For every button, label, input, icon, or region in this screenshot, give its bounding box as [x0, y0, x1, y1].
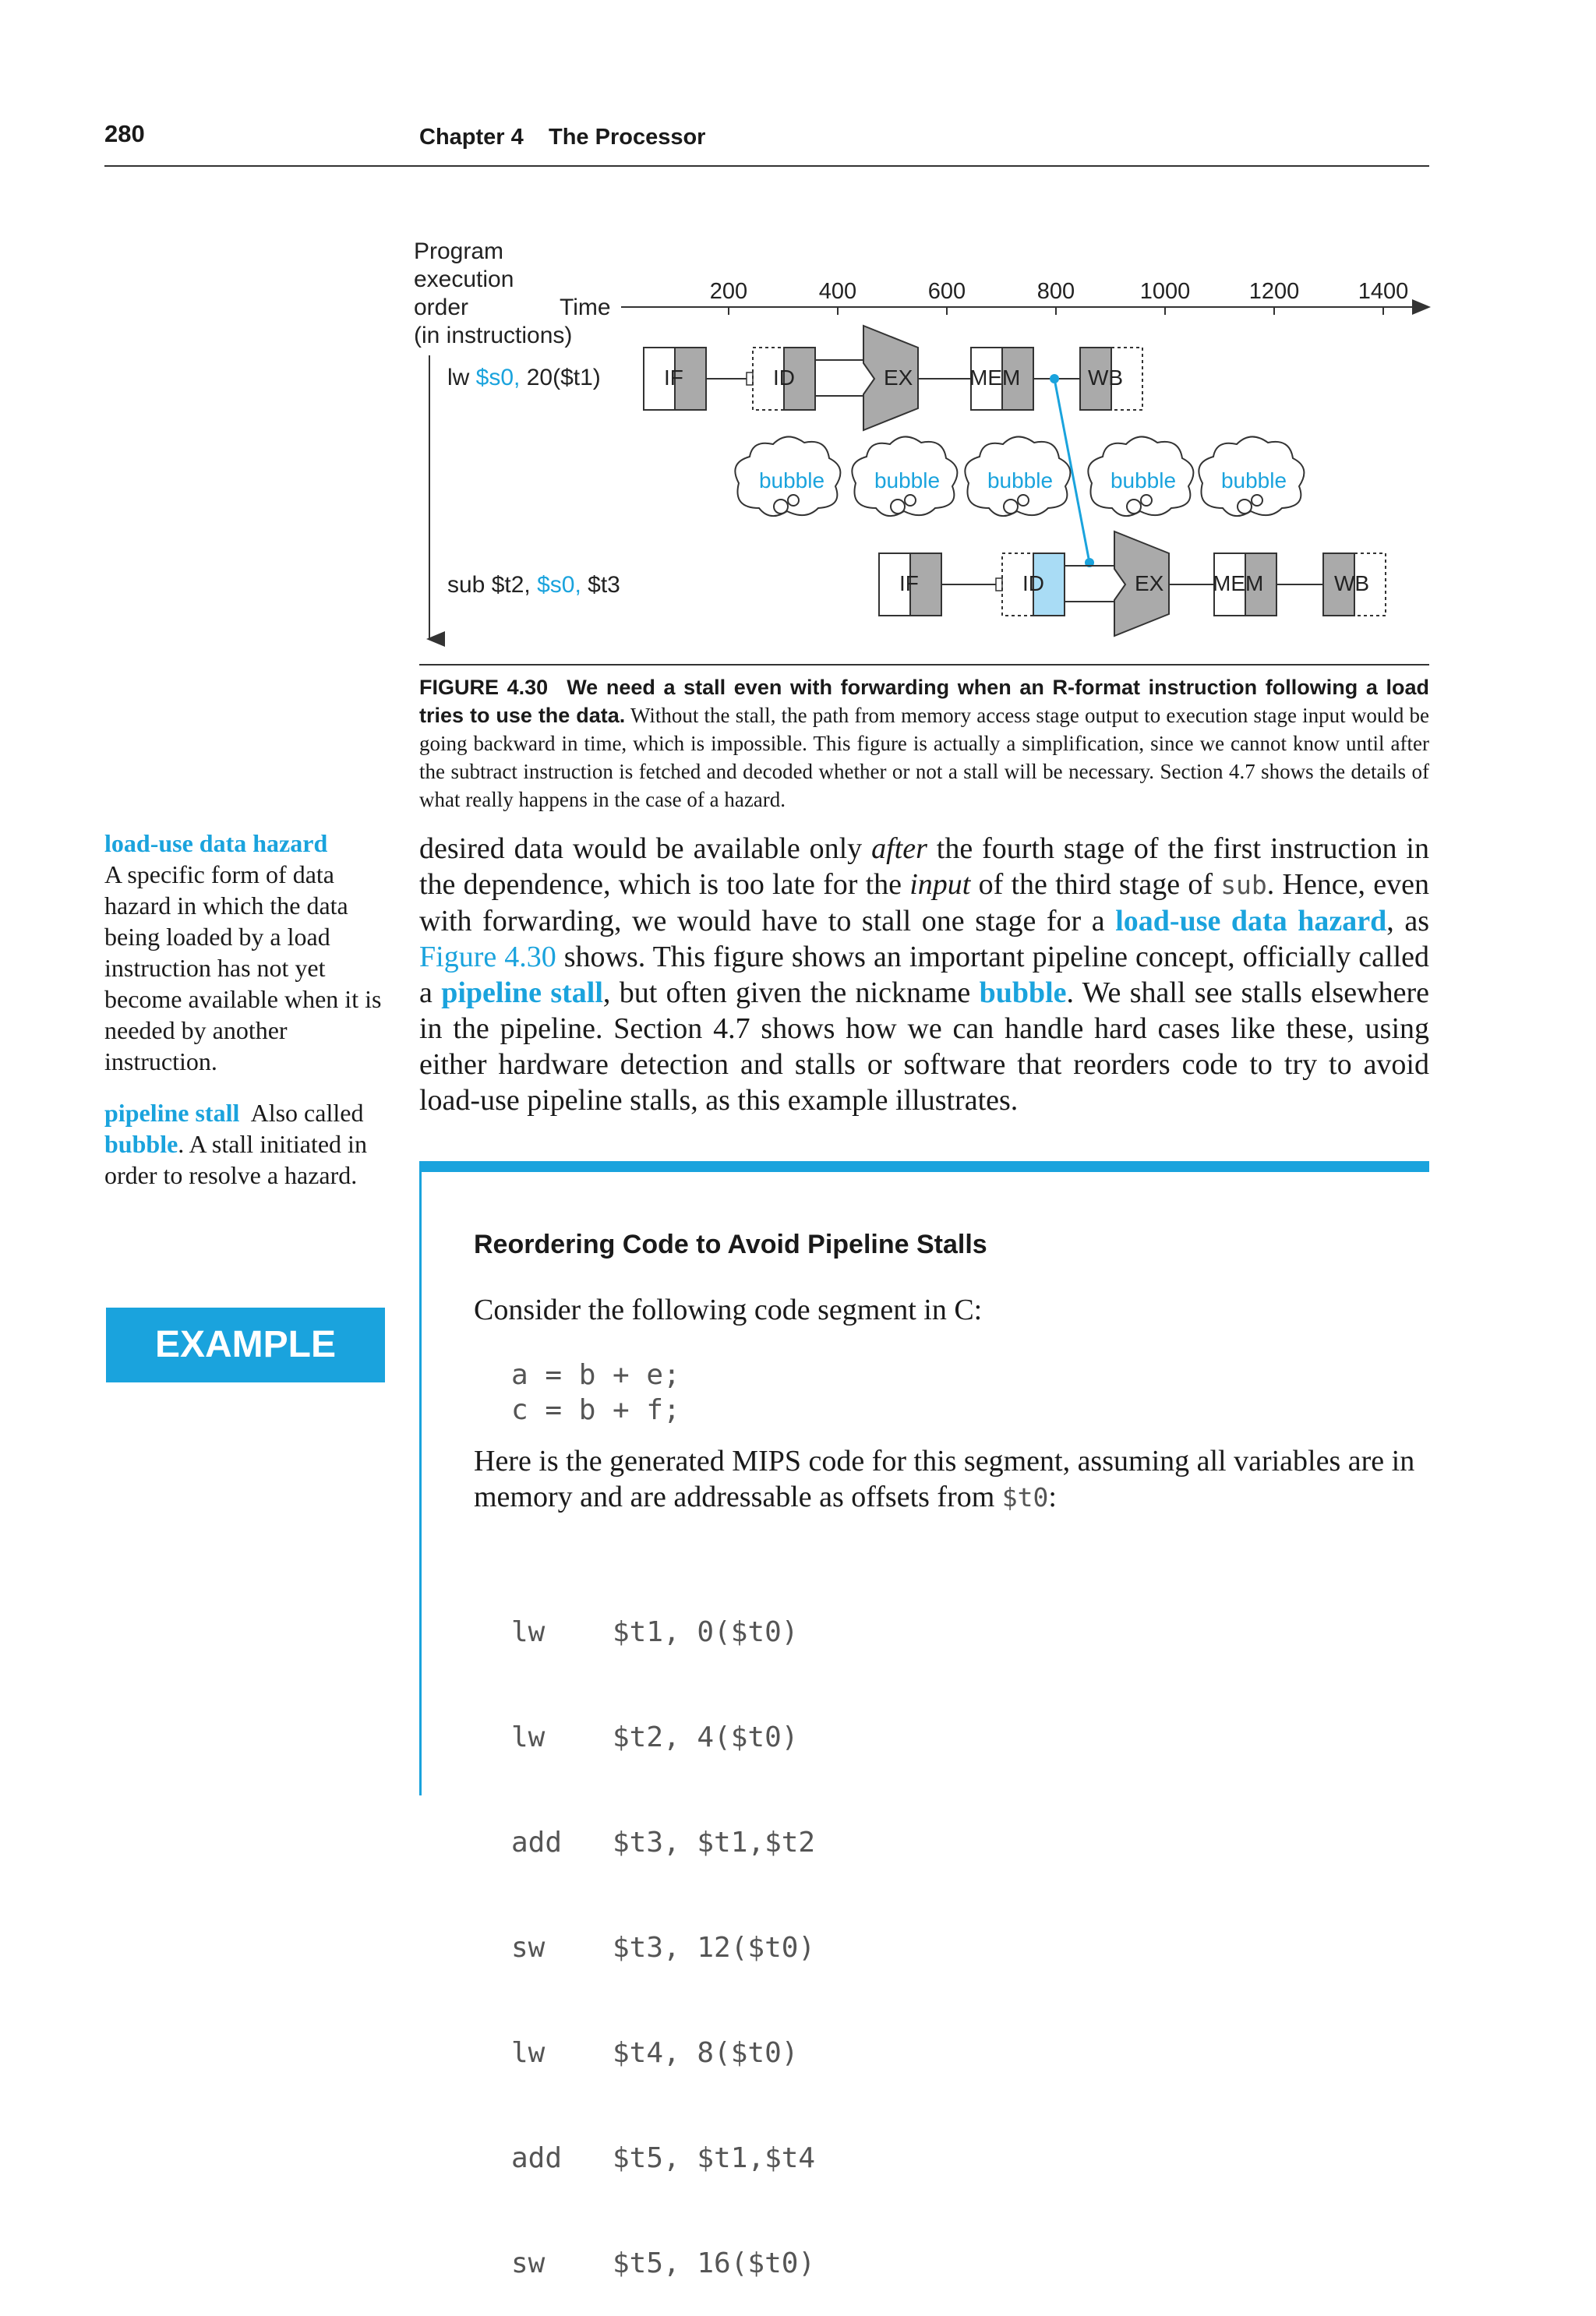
mips-line-6: add $t5, $t1,$t4 [511, 2142, 816, 2174]
body-paragraph: desired data would be available only after the fourth stage of the first instruction in the dependence, which is too late for the input of the third stage of sub. Hence, even with forwarding, we would have to stall one stage for a load-use data hazard, as Figure 4.30 shows. This figure shows an important pipeline concept, officially called a pipeline stall, but often given the nickname bubble. We shall see stalls elsewhere in the pipeline. Section 4.7 shows how we can handle hard cases like these, using either hardware detection and stalls or software that reorders code to try to avoid load-use pipeline stalls, as this example illustrates. [419, 832, 1430, 1117]
chapter-title: Chapter 4 The Processor [419, 125, 706, 150]
y-label-line-2: execution [414, 267, 514, 292]
glossary-also-called: Also called [239, 1099, 370, 1127]
figure-caption [419, 673, 1429, 814]
glossary-term-bubble: bubble [104, 1130, 178, 1158]
tick-600: 600 [927, 279, 966, 304]
example-left-rule [419, 1172, 422, 1795]
stage-id-1: ID [773, 365, 795, 390]
bubble-1-label: bubble [758, 468, 825, 493]
bubble-3-label: bubble [987, 468, 1054, 493]
term-bubble: bubble [979, 976, 1067, 1009]
figure-label: FIGURE 4.30 [419, 676, 549, 699]
bubble-4 [1088, 436, 1193, 516]
bubble-5-label: bubble [1220, 468, 1287, 493]
y-label-line-3: order [414, 295, 469, 320]
bubbles [735, 436, 1304, 516]
mips-code-block [511, 1545, 815, 2316]
glossary-def-load-use: A specific form of data hazard in which the data being loaded by a load instruction has not yet become available when it is needed by another instruction. [104, 860, 382, 1075]
bubble-2-label: bubble [874, 468, 941, 493]
pipeline-figure [0, 0, 1596, 655]
mips-line-1: lw $t1, 0($t0) [511, 1616, 799, 1648]
bubble-3 [965, 436, 1070, 516]
tick-200: 200 [709, 279, 748, 304]
example-intro: Consider the following code segment in C: [474, 1294, 983, 1326]
bubble-4-label: bubble [1110, 468, 1177, 493]
page-number: 280 [104, 120, 145, 147]
stage-mem-1: MEM [969, 365, 1021, 390]
example-badge: EXAMPLE [106, 1308, 385, 1382]
example-top-bar [419, 1161, 1429, 1172]
figure-title: We need a stall even with forwarding when an R-format instruction following a load tries to use the data. [419, 676, 1429, 727]
stage-wb-1: WB [1088, 365, 1124, 390]
bubble-1 [735, 436, 840, 516]
time-label: Time [560, 295, 611, 320]
glossary-pipeline-stall [104, 1097, 393, 1191]
glossary-load-use [104, 828, 393, 1077]
figure-caption-text: Without the stall, the path from memory access stage output to execution stage input would be going backward in time, which is impossible. This figure is actually a simplification, since we cannot know until after the subtract instruction is fetched and decoded whether or not a stall will be necessary. Section 4.7 shows the details of what really happens in the case of a hazard. [419, 704, 1429, 811]
bubble-2 [852, 436, 957, 516]
stage-ex-2: EX [1135, 571, 1164, 595]
c-code-line-1: a = b + e; [511, 1359, 680, 1391]
stage-mem-2: MEM [1213, 571, 1264, 595]
stage-if-2: IF [899, 571, 919, 595]
y-label-line-4: (in instructions) [414, 323, 573, 348]
c-code-line-2: c = b + f; [511, 1394, 680, 1426]
mips-line-2: lw $t2, 4($t0) [511, 1721, 799, 1753]
tick-1200: 1200 [1248, 279, 1300, 304]
tick-1000: 1000 [1139, 279, 1191, 304]
instr2-label: sub $t2, $s0, $t3 [447, 572, 620, 598]
mips-line-3: add $t3, $t1,$t2 [511, 1827, 816, 1859]
glossary-term-pipeline-stall: pipeline stall [104, 1099, 240, 1127]
inline-code-t0: $t0 [1001, 1482, 1049, 1513]
stage-id-2: ID [1022, 571, 1044, 595]
stage-ex-1: EX [884, 365, 913, 390]
mips-intro: Here is the generated MIPS code for this segment, assuming all variables are in memory and are addressable as offsets from $t0: [474, 1445, 1415, 1513]
figure-rule [419, 664, 1429, 665]
tick-800: 800 [1036, 279, 1075, 304]
stage-wb-2: WB [1334, 571, 1370, 595]
glossary-def-pipeline-stall: . A stall initiated in order to resolve a hazard. [104, 1130, 367, 1189]
glossary-term-load-use: load-use data hazard [104, 829, 328, 857]
term-pipeline-stall: pipeline stall [441, 976, 603, 1009]
instr2-pipeline [879, 531, 1386, 636]
tick-400: 400 [818, 279, 857, 304]
instr1-label: lw $s0, 20($t1) [447, 365, 601, 390]
tick-1400: 1400 [1358, 279, 1409, 304]
y-label-line-1: Program [414, 238, 504, 264]
mips-line-5: lw $t4, 8($t0) [511, 2037, 799, 2069]
term-load-use: load-use data hazard [1115, 905, 1387, 937]
stage-if-1: IF [664, 365, 683, 390]
c-code-block [511, 1357, 680, 1428]
bubble-5 [1199, 436, 1304, 516]
mips-line-7: sw $t5, 16($t0) [511, 2247, 816, 2279]
time-ticks [710, 279, 1408, 304]
inline-code-sub: sub [1220, 870, 1267, 900]
instr1-pipeline [644, 326, 1142, 430]
example-title: Reordering Code to Avoid Pipeline Stalls [474, 1230, 987, 1259]
figure-reference-link[interactable]: Figure 4.30 [419, 941, 556, 973]
mips-line-4: sw $t3, 12($t0) [511, 1932, 816, 1964]
